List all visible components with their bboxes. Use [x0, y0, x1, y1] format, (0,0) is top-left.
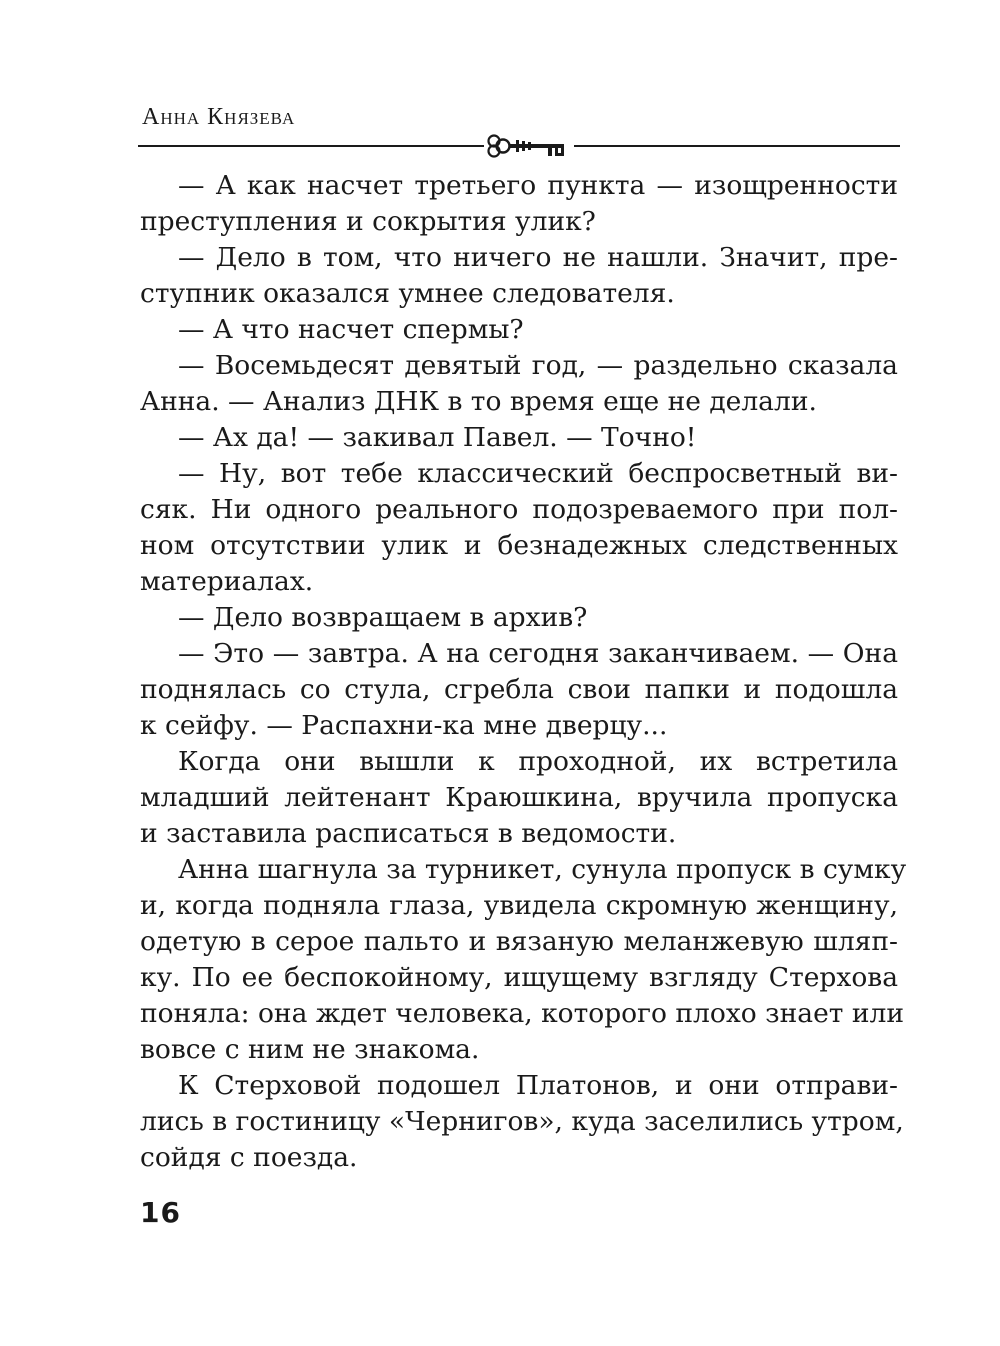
text-line: сяк. Ни одного реального подозреваемого при пол- — [140, 494, 898, 525]
text-line: преступления и сокрытия улик? — [140, 206, 596, 237]
text-line: младший лейтенант Краюшкина, вручила пропуска — [140, 782, 898, 813]
text-line: — А что насчет спермы? — [178, 314, 524, 345]
text-line: и заставила расписаться в ведомости. — [140, 818, 677, 849]
text-line: одетую в серое пальто и вязаную меланжевую шляп- — [140, 926, 898, 957]
text-line: — Восемьдесят девятый год, — раздельно сказала — [178, 350, 898, 381]
text-line: к сейфу. — Распахни-ка мне дверцу... — [140, 710, 668, 741]
text-line: — Дело в том, что ничего не нашли. Значит, пре- — [178, 242, 898, 273]
text-line: — Дело возвращаем в архив? — [178, 602, 588, 633]
text-line: — А как насчет третьего пункта — изощренности — [178, 170, 898, 201]
text-line: — Ну, вот тебе классический беспросветный ви- — [178, 458, 898, 489]
key-icon — [484, 131, 574, 161]
text-line: и, когда подняла глаза, увидела скромную женщину, — [140, 890, 898, 921]
text-line: вовсе с ним не знакома. — [140, 1034, 480, 1065]
text-line: — Это — завтра. А на сегодня заканчиваем. — Она — [178, 638, 898, 669]
text-line: К Стерховой подошел Платонов, и они отправи- — [178, 1070, 898, 1101]
text-line: материалах. — [140, 566, 314, 597]
text-line: поняла: она ждет человека, которого плохо знает или — [140, 998, 905, 1029]
text-line: сойдя с поезда. — [140, 1142, 358, 1173]
text-line: Анна шагнула за турникет, сунула пропуск в сумку — [178, 854, 907, 885]
page-number: 16 — [140, 1196, 181, 1229]
text-line: поднялась со стула, сгребла свои папки и подошла — [140, 674, 898, 705]
text-line: Анна. — Анализ ДНК в то время еще не делали. — [140, 386, 817, 417]
text-line: — Ах да! — закивал Павел. — Точно! — [178, 422, 697, 453]
running-head-author: Анна Князева — [142, 104, 296, 130]
text-line: ступник оказался умнее следователя. — [140, 278, 675, 309]
text-line: лись в гостиницу «Чернигов», куда заселились утром, — [140, 1106, 904, 1137]
text-line: ном отсутствии улик и безнадежных следственных — [140, 530, 898, 561]
body-text — [140, 168, 907, 1176]
text-line: Когда они вышли к проходной, их встретила — [178, 746, 898, 777]
text-line: ку. По ее беспокойному, ищущему взгляду Стерхова — [140, 962, 898, 993]
